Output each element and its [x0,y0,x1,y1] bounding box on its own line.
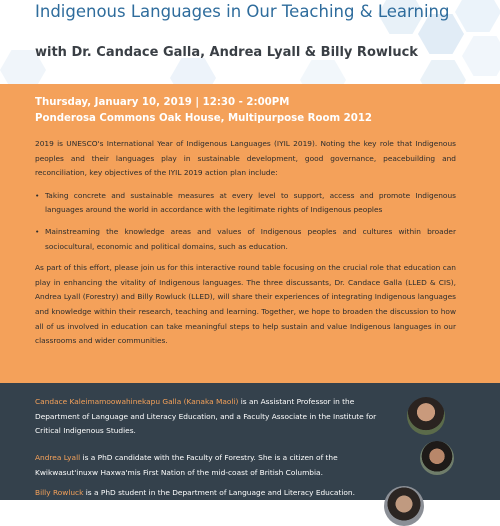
event-when-where [35,95,372,127]
speaker-bios-panel [0,383,500,500]
decorative-hexagon [170,58,216,84]
list-item: • Taking concrete and sustainable measures at every level to support, access and promote Indigenous languages around the world in accordance with the legitimate rights of Indigenous peoples [35,189,456,218]
bio-rowluck [35,486,385,501]
event-location: Ponderosa Commons Oak House, Multipurpose Room 2012 [35,113,373,124]
bio-galla [35,395,385,439]
speaker-photo-galla [407,397,445,435]
closing-paragraph: As part of this effort, please join us for this interactive round table focusing on the crucial role that education can play in enhancing the vitality of Indigenous languages. The three discussants, Dr. Candace Galla (LLED & CIS), Andrea Lyall (Forestry) and Billy Rowluck (LLED), will share their experiences of integrating Indigenous languages and knowledge within their research, teaching and learning. Together, we hope to broaden the discussion to how all of us involved in education can take meaningful steps to help sustain and value Indigenous languages in our classrooms and wider communities. [35,263,456,346]
bio-lyall [35,451,385,480]
speaker-bio-text: is an Assistant Professor in the Department of Language and Literacy Education, and a Faculty Associate in the Institute for Critical Indigenous Studies. [35,397,377,436]
event-details-panel [0,84,500,383]
objectives-list [35,189,456,254]
intro-paragraph: 2019 is UNESCO's International Year of Indigenous Languages (IYIL 2019). Noting the key role that Indigenous peoples and their languages play in sustainable development, good governance, peacebuilding and reconciliation, key objectives of the IYIL 2019 action plan include: [35,139,456,178]
speaker-bio-text: is a PhD student in the Department of Language and Literacy Education. [83,488,355,497]
decorative-hexagon [420,60,466,84]
list-item: • Mainstreaming the knowledge areas and values of Indigenous peoples and cultures within broader sociocultural, economic and political domains, such as education. [35,225,456,254]
speaker-photo-rowluck [384,486,424,526]
decorative-hexagon [462,36,500,76]
speaker-name: Candace Kaleimamoowahinekapu Galla (Kanaka Maoli) [35,397,239,406]
event-date-time: Thursday, January 10, 2019 | 12:30 - 2:00PM [35,97,290,108]
event-title [35,2,475,22]
speaker-photo-lyall [420,441,454,475]
speaker-bio-text: is a PhD candidate with the Faculty of Forestry. She is a citizen of the Kwikwasut'inuxw Haxwa'mis First Nation of the mid-coast of British Columbia. [35,453,338,477]
decorative-hexagon [300,60,346,84]
event-title-line: Indigenous Languages in Our Teaching & Learning [35,2,450,21]
header-banner [0,0,500,84]
speaker-name: Billy Rowluck [35,488,84,497]
event-description [35,137,456,357]
event-speakers: with Dr. Candace Galla, Andrea Lyall & Billy Rowluck [35,45,418,60]
speaker-name: Andrea Lyall [35,453,81,462]
